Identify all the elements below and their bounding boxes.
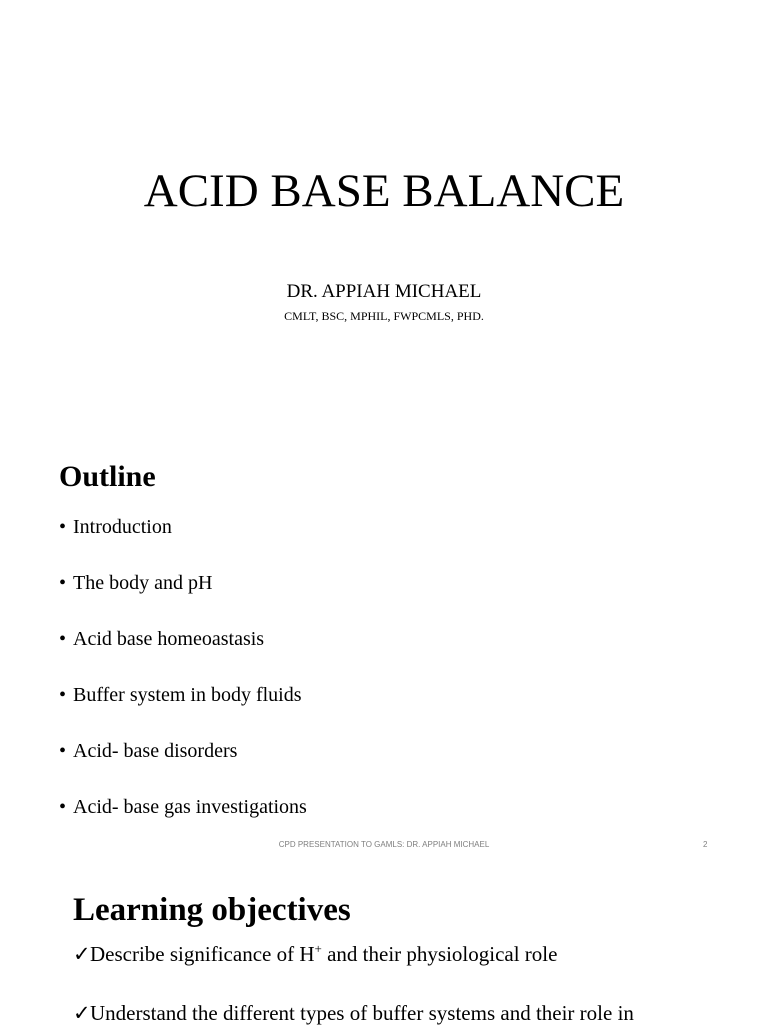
objective-text-end: and their physiological role <box>321 942 558 966</box>
objective-item <box>73 941 557 967</box>
list-item <box>59 627 264 651</box>
list-item <box>59 739 237 763</box>
author-name: DR. APPIAH MICHAEL <box>286 281 482 302</box>
title-slide <box>0 0 768 430</box>
slide-footer: CPD PRESENTATION TO GAMLS: DR. APPIAH MICHAEL <box>278 840 490 849</box>
objectives-heading: Learning objectives <box>73 892 351 928</box>
author-credentials: CMLT, BSC, MPHIL, FWPCMLS, PHD. <box>284 309 484 323</box>
list-item-text: Acid base homeoastasis <box>73 628 265 650</box>
list-item <box>59 683 302 707</box>
checkmark-icon: ✓ <box>73 942 91 966</box>
list-item-text: Introduction <box>73 516 172 538</box>
page-number: 2 <box>703 840 708 849</box>
objective-item <box>73 1000 634 1026</box>
objective-text-start: Describe significance of H <box>90 942 315 966</box>
list-item-text: Acid- base disorders <box>73 740 238 762</box>
objectives-slide <box>0 860 768 1024</box>
checkmark-icon: ✓ <box>73 1001 91 1025</box>
outline-slide <box>0 430 768 860</box>
outline-heading: Outline <box>59 460 156 493</box>
bullet-icon: • <box>59 684 67 706</box>
list-item-text: The body and pH <box>73 572 213 594</box>
bullet-icon: • <box>59 628 67 650</box>
list-item <box>59 795 307 819</box>
bullet-icon: • <box>59 796 67 818</box>
bullet-icon: • <box>59 740 67 762</box>
list-item <box>59 571 212 595</box>
list-item-text: Acid- base gas investigations <box>73 796 307 818</box>
objective-superscript: + <box>314 941 322 956</box>
list-item <box>59 515 172 539</box>
list-item-text: Buffer system in body fluids <box>73 684 302 706</box>
bullet-icon: • <box>59 516 67 538</box>
presentation-title: ACID BASE BALANCE <box>143 165 625 217</box>
bullet-icon: • <box>59 572 67 594</box>
objective-text: Understand the different types of buffer systems and their role in <box>90 1001 634 1025</box>
